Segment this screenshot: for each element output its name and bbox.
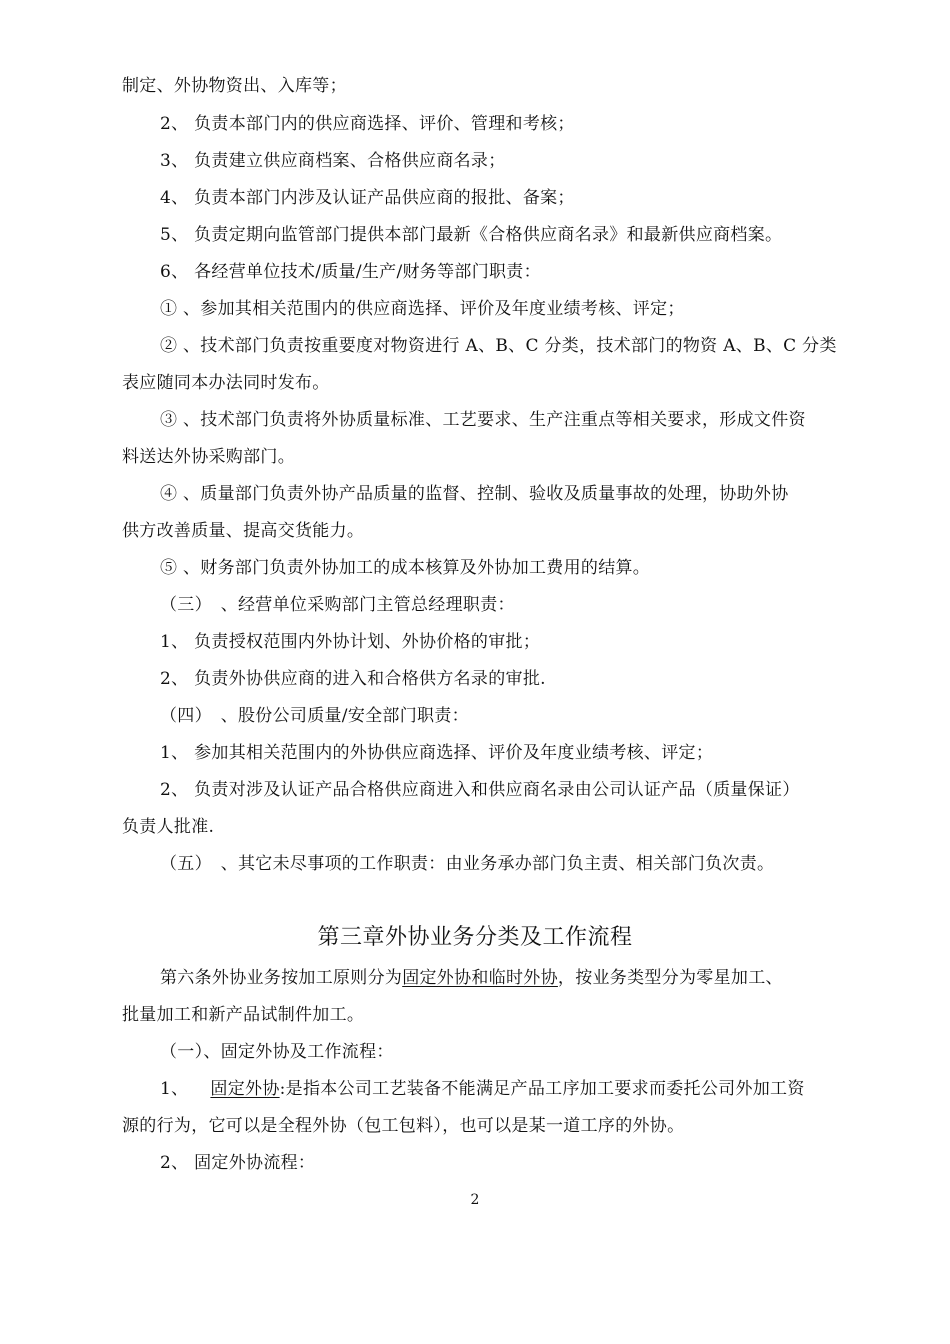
text-line: （三） 、经营单位采购部门主管总经理职责： bbox=[160, 595, 515, 615]
article-6-text: 第六条外协业务按加工原则分为 bbox=[160, 968, 403, 988]
text-line: ② 、技术部门负责按重要度对物资进行 A、B、C 分类，技术部门的物资 A、B、C 分类 bbox=[160, 336, 837, 356]
text-line: （五） 、其它未尽事项的工作职责：由业务承办部门负主责、相关部门负次责。 bbox=[160, 854, 775, 874]
article-6-underlined-term: 固定外协和临时外协 bbox=[402, 968, 558, 988]
text-line: 2、 固定外协流程： bbox=[160, 1153, 316, 1173]
text-line: ③ 、技术部门负责将外协质量标准、工艺要求、生产注重点等相关要求，形成文件资 bbox=[160, 410, 806, 430]
item-number: 1、 bbox=[160, 1079, 189, 1099]
text-line: 2、 负责外协供应商的进入和合格供方名录的审批. bbox=[160, 669, 546, 689]
text-line: 料送达外协采购部门。 bbox=[122, 447, 295, 467]
text-line: ① 、参加其相关范围内的供应商选择、评价及年度业绩考核、评定； bbox=[160, 299, 685, 319]
text-line: 6、 各经营单位技术/质量/生产/财务等部门职责： bbox=[160, 262, 541, 282]
article-6-line bbox=[160, 966, 783, 990]
text-line: 表应随同本办法同时发布。 bbox=[122, 373, 330, 393]
text-line: 1、 参加其相关范围内的外协供应商选择、评价及年度业绩考核、评定； bbox=[160, 743, 714, 763]
text-line: 源的行为，它可以是全程外协（包工包料），也可以是某一道工序的外协。 bbox=[122, 1116, 685, 1136]
text-line: ④ 、质量部门负责外协产品质量的监督、控制、验收及质量事故的处理，协助外协 bbox=[160, 484, 789, 504]
text-line: 3、 负责建立供应商档案、合格供应商名录； bbox=[160, 151, 506, 171]
section-title: （一）、固定外协及工作流程： bbox=[160, 1042, 394, 1062]
text-line: 1、 负责授权范围内外协计划、外协价格的审批； bbox=[160, 632, 541, 652]
item-1-underlined-term: 固定外协 bbox=[210, 1079, 280, 1099]
text-line: 4、 负责本部门内涉及认证产品供应商的报批、备案； bbox=[160, 188, 575, 208]
item-1-text: :是指本公司工艺装备不能满足产品工序加工要求而委托公司外加工资 bbox=[279, 1079, 805, 1099]
text-line: 制定、外协物资出、入库等； bbox=[122, 76, 347, 96]
text-line: 负责人批准. bbox=[122, 817, 215, 837]
text-line: 2、 负责对涉及认证产品合格供应商进入和供应商名录由公司认证产品（质量保证） bbox=[160, 780, 800, 800]
text-line: 供方改善质量、提高交货能力。 bbox=[122, 521, 365, 541]
item-1-line bbox=[160, 1077, 805, 1101]
text-line: 5、 负责定期向监管部门提供本部门最新《合格供应商名录》和最新供应商档案。 bbox=[160, 225, 783, 245]
text-line: （四） 、股份公司质量/安全部门职责： bbox=[160, 706, 469, 726]
text-line: ⑤ 、财务部门负责外协加工的成本核算及外协加工费用的结算。 bbox=[160, 558, 651, 578]
text-line: 批量加工和新产品试制件加工。 bbox=[122, 1005, 365, 1025]
article-6-text-cont: ，按业务类型分为零星加工、 bbox=[557, 968, 783, 988]
text-line: 2、 负责本部门内的供应商选择、评价、管理和考核； bbox=[160, 114, 575, 134]
chapter-heading: 第三章外协业务分类及工作流程 bbox=[317, 925, 633, 950]
page-number: 2 bbox=[470, 1192, 480, 1208]
